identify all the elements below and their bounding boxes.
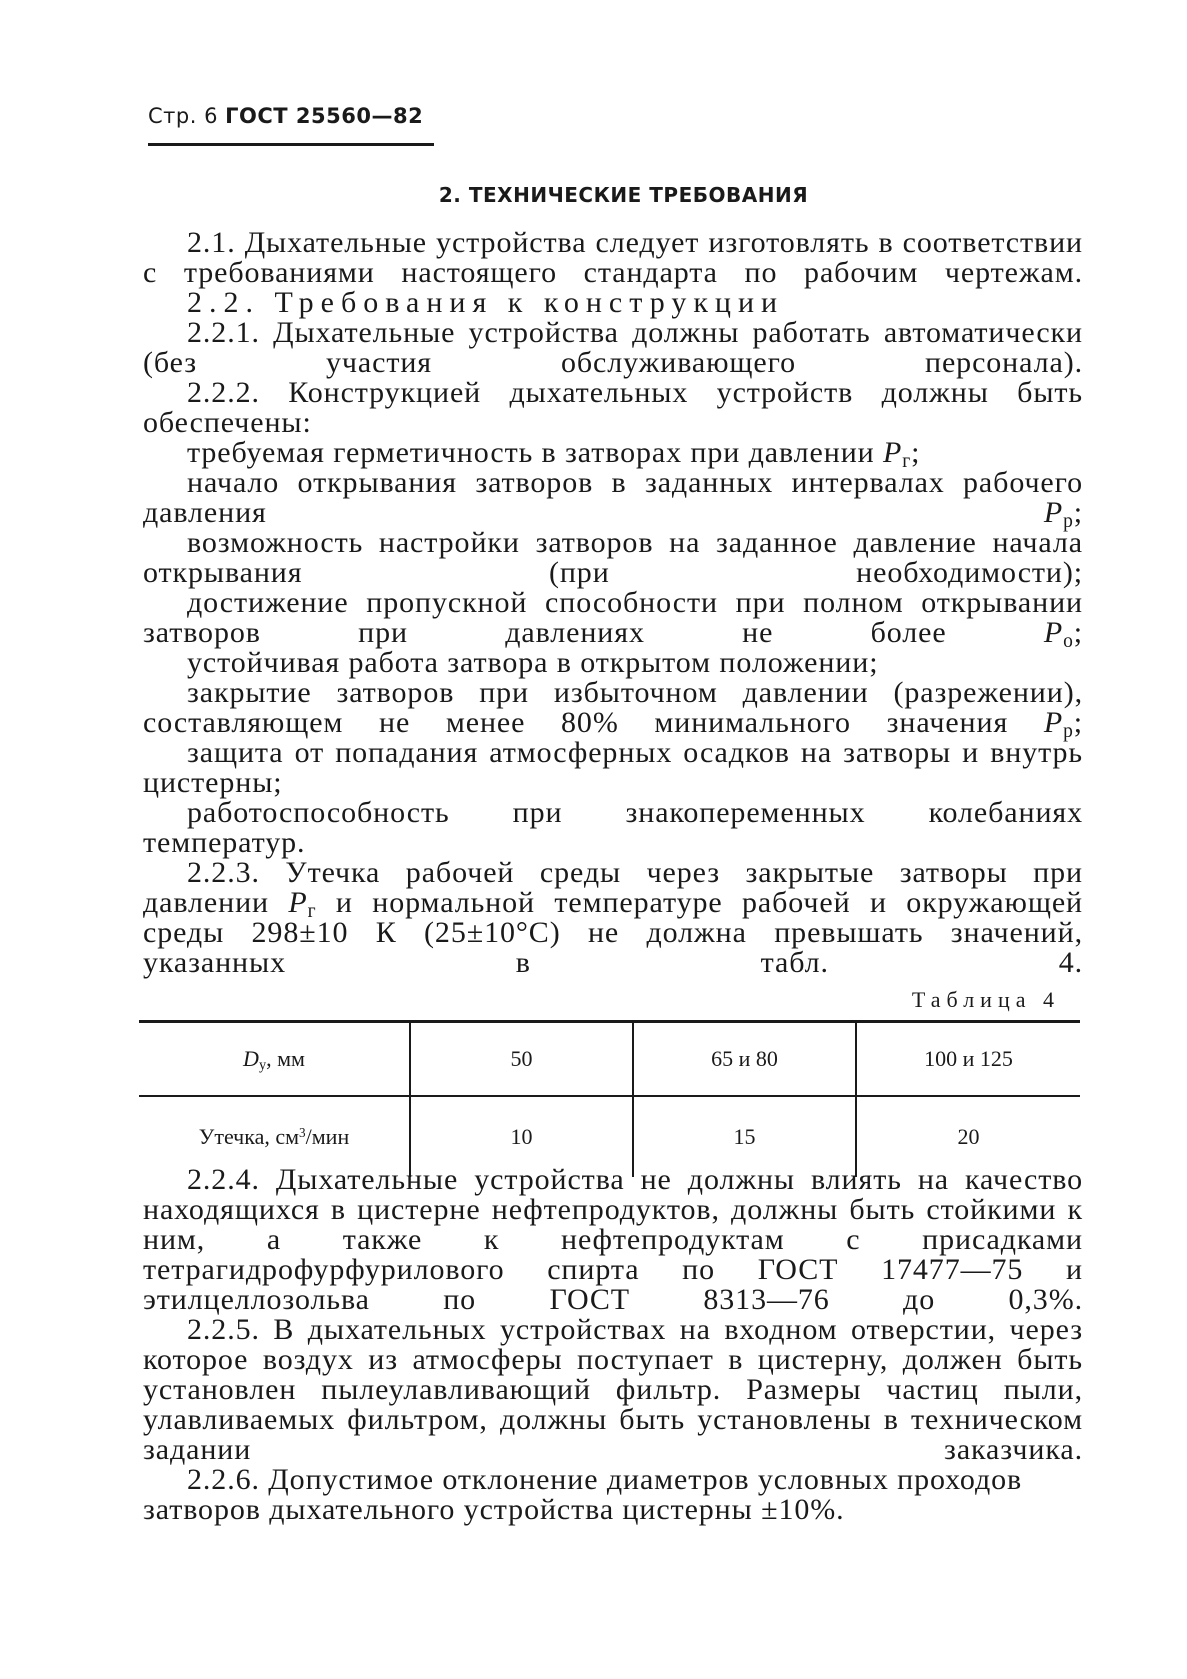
list-item-capacity: достижение пропускной способности при полном открывании затворов при давлениях не более $P_о$; xyxy=(143,586,1083,652)
section-title: 2. ТЕХНИЧЕСКИЕ ТРЕБОВАНИЯ xyxy=(438,183,809,207)
paragraph-2-2-3: 2.2.3. Утечка рабочей среды через закрытые затворы при давлении $P_г$ и нормальной температуре рабочей и окружающей среды 298±10 К (25±10°С) не должна превышать значений, указанных в табл. 4. xyxy=(143,856,1083,979)
paragraph-2-2-4: 2.2.4. Дыхательные устройства не должны влиять на качество находящихся в цистерне нефтепродуктов, должны быть стойкими к ним, а также к нефтепродуктам с присадками тетрагидрофурфурилового спирта по ГОСТ 17477—75 и этилцеллозольва по ГОСТ 8313—76 до 0,3%. xyxy=(143,1163,1083,1316)
table-cell: 50 xyxy=(410,1022,633,1097)
table-row xyxy=(139,1022,1080,1097)
row-label-diameter: $D_у$, мм xyxy=(139,1022,410,1097)
paragraph-2-2-2: 2.2.2. Конструкцией дыхательных устройств должны быть обеспечены: xyxy=(143,376,1083,439)
table-cell: 10 xyxy=(410,1096,633,1177)
table-cell: 65 и 80 xyxy=(633,1022,856,1097)
header-rule xyxy=(148,143,434,146)
table-cell: 100 и 125 xyxy=(856,1022,1080,1097)
paragraph-2-2: 2.2. Требования к конструкции xyxy=(187,286,785,319)
page-header xyxy=(148,104,423,128)
standard-number: ГОСТ 25560—82 xyxy=(225,104,424,128)
paragraph-2-2-1: 2.2.1. Дыхательные устройства должны работать автоматически (без участия обслуживающего персонала). xyxy=(143,316,1083,379)
table-cell: 15 xyxy=(633,1096,856,1177)
list-item-stability: устойчивая работа затвора в открытом положении; xyxy=(187,646,879,679)
table-cell: 20 xyxy=(856,1096,1080,1177)
row-label-leakage: Утечка, $см^3$/мин xyxy=(198,1124,350,1149)
list-item-protection: защита от попадания атмосферных осадков на затворы и внутрь цистерны; xyxy=(143,736,1083,799)
paragraph-2-2-5: 2.2.5. В дыхательных устройствах на входном отверстии, через которое воздух из атмосферы поступает в цистерну, должен быть установлен пылеулавливающий фильтр. Размеры частиц пыли, улавливаемых фильтром, должны быть установлены в техническом задании заказчика. xyxy=(143,1313,1083,1466)
list-item-tightness: требуемая герметичность в затворах при давлении $P_г$; xyxy=(187,436,921,472)
requirements-text-continued xyxy=(143,1165,1083,1525)
list-item-opening: начало открывания затворов в заданных интервалах рабочего давления $P_р$; xyxy=(143,466,1083,532)
paragraph-2-1: 2.1. Дыхательные устройства следует изготовлять в соответствии с требованиями настоящего стандарта по рабочим чертежам. xyxy=(143,226,1083,289)
list-item-operability: работоспособность при знакопеременных колебаниях температур. xyxy=(143,796,1083,859)
list-item-adjustment: возможность настройки затворов на заданное давление начала открывания (при необходимости); xyxy=(143,526,1083,589)
list-item-closing: закрытие затворов при избыточном давлении (разрежении), составляющем не менее 80% минимального значения $P_р$; xyxy=(143,676,1083,742)
paragraph-2-2-6: 2.2.6. Допустимое отклонение диаметров условных проходов затворов дыхательного устройства цистерны ±10%. xyxy=(143,1463,1023,1526)
page-number: Стр. 6 xyxy=(148,104,218,128)
requirements-text xyxy=(143,228,1083,978)
leakage-table xyxy=(139,1020,1080,1177)
table-caption: Таблица 4 xyxy=(911,987,1060,1012)
